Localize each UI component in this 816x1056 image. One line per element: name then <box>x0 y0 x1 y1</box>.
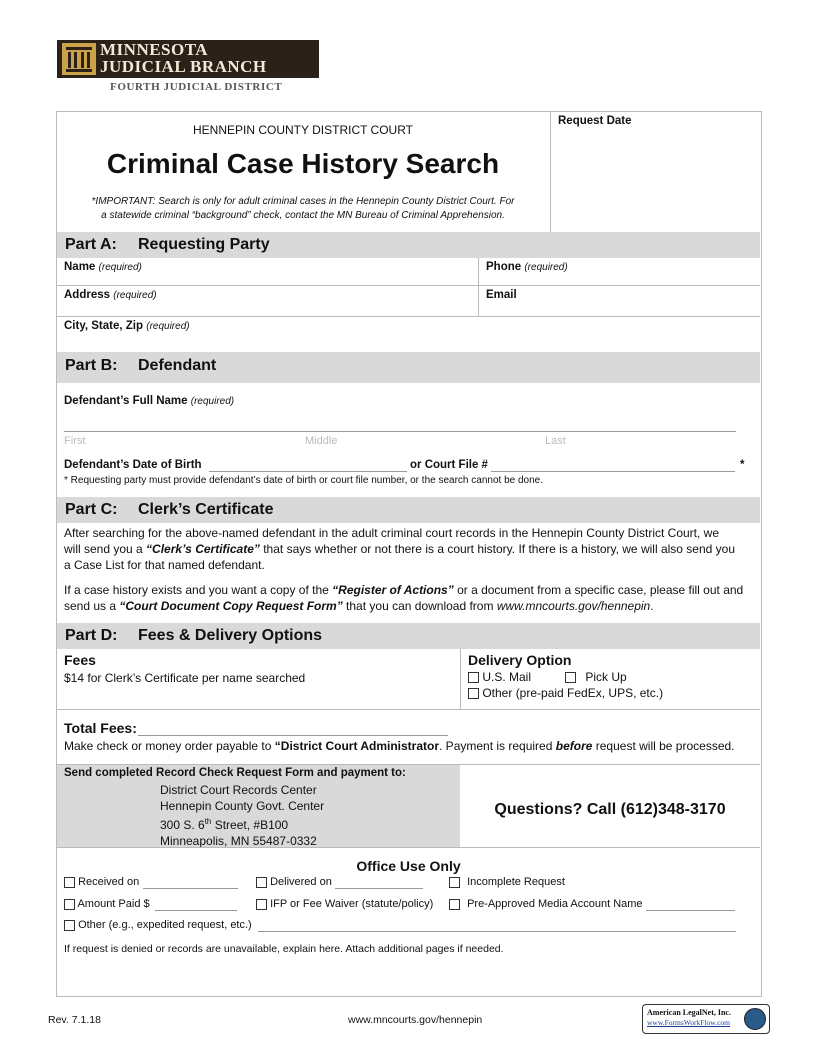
defendant-name-input[interactable] <box>64 414 736 432</box>
fee-text: $14 for Clerk’s Certificate per name searched <box>64 671 306 685</box>
dob-label: Defendant’s Date of Birth <box>64 459 202 471</box>
city-state-zip-field[interactable]: City, State, Zip (required) <box>64 320 190 332</box>
divider <box>460 649 461 709</box>
request-date-label: Request Date <box>558 115 632 127</box>
checkbox[interactable] <box>565 672 576 683</box>
first-name-hint: First <box>64 435 86 447</box>
checkbox[interactable] <box>64 899 75 910</box>
amount-paid[interactable]: Amount Paid $ <box>64 898 150 910</box>
court-file-input[interactable] <box>491 458 735 472</box>
phone-field[interactable]: Phone (required) <box>486 261 568 273</box>
required-star: * <box>740 459 745 471</box>
other-request-input[interactable] <box>258 919 736 932</box>
part-a-header: Part A: Requesting Party <box>57 232 760 258</box>
address-field[interactable]: Address (required) <box>64 289 157 301</box>
court-name: HENNEPIN COUNTY DISTRICT COURT <box>192 123 414 137</box>
checkbox[interactable] <box>64 920 75 931</box>
checkbox[interactable] <box>468 688 479 699</box>
divider <box>57 316 760 317</box>
fees-heading: Fees <box>64 652 96 668</box>
logo-text: MINNESOTA JUDICIAL BRANCH <box>100 40 267 76</box>
delivery-pickup[interactable]: Pick Up <box>565 669 627 685</box>
other-request[interactable]: Other (e.g., expedited request, etc.) <box>64 919 252 931</box>
media-account[interactable]: Pre-Approved Media Account Name <box>449 898 643 910</box>
total-fees-input[interactable] <box>138 721 448 736</box>
courthouse-icon <box>62 43 96 75</box>
part-c-header: Part C: Clerk’s Certificate <box>57 497 760 523</box>
payment-note: Make check or money order payable to “District Court Administrator. Payment is required before request will be processed. <box>64 739 735 753</box>
footer-url[interactable]: www.mncourts.gov/hennepin <box>348 1014 483 1026</box>
checkbox[interactable] <box>449 877 460 888</box>
delivered-on[interactable]: Delivered on <box>256 876 332 888</box>
checkbox[interactable] <box>449 899 460 910</box>
part-b-header: Part B: Defendant <box>57 352 760 383</box>
divider <box>57 709 760 710</box>
clerk-certificate-text: After searching for the above-named defendant in the adult criminal court records in the Hennepin County District Court, we will send you a “Clerk’s Certificate” that says whether or not there is a court history. If there is a history, we will also send you a Case List for that named defendant. If a case history exists and you want a copy of the “Register of Actions” or a document from a specific case, please fill out and send us a “Court Document Copy Request Form” that you can download from www.mncourts.gov/hennepin. <box>64 526 744 613</box>
court-file-label: or Court File # <box>410 459 488 471</box>
dob-note: * Requesting party must provide defendant’s date of birth or court file number, or the search cannot be done. <box>64 475 543 486</box>
total-fees-label: Total Fees: <box>64 720 137 736</box>
email-field[interactable]: Email <box>486 289 517 301</box>
name-field[interactable]: Name (required) <box>64 261 142 273</box>
incomplete-request[interactable]: Incomplete Request <box>449 876 565 888</box>
divider <box>57 847 760 848</box>
ifp-fee-waiver[interactable]: IFP or Fee Waiver (statute/policy) <box>256 898 433 910</box>
legalnet-badge[interactable]: American LegalNet, Inc. www.FormsWorkFlow.com <box>642 1004 770 1034</box>
media-account-input[interactable] <box>646 898 735 911</box>
divider <box>478 258 479 316</box>
revision: Rev. 7.1.18 <box>48 1014 101 1026</box>
checkbox[interactable] <box>468 672 479 683</box>
logo-subtitle: FOURTH JUDICIAL DISTRICT <box>110 81 283 93</box>
delivery-mail[interactable]: U.S. Mail <box>468 669 531 685</box>
checkbox[interactable] <box>64 877 75 888</box>
delivery-other[interactable]: Other (pre-paid FedEx, UPS, etc.) <box>468 685 663 701</box>
checkbox[interactable] <box>256 877 267 888</box>
divider <box>57 285 760 286</box>
defendant-name-label: Defendant’s Full Name (required) <box>64 395 235 407</box>
dob-input[interactable] <box>209 458 407 472</box>
amount-paid-input[interactable] <box>155 898 237 911</box>
page-title: Criminal Case History Search <box>106 148 500 179</box>
part-d-header: Part D: Fees & Delivery Options <box>57 623 760 649</box>
delivered-on-input[interactable] <box>335 876 423 889</box>
delivery-heading: Delivery Option <box>468 652 572 668</box>
received-on[interactable]: Received on <box>64 876 139 888</box>
important-note: *IMPORTANT: Search is only for adult criminal cases in the Hennepin County District Court. For a statewide criminal “background” check, contact the MN Bureau of Criminal Apprehension. <box>91 196 515 221</box>
middle-name-hint: Middle <box>305 435 338 447</box>
received-on-input[interactable] <box>143 876 238 889</box>
request-date-field[interactable] <box>552 130 758 230</box>
checkbox[interactable] <box>256 899 267 910</box>
globe-icon <box>744 1008 766 1030</box>
divider <box>550 111 551 232</box>
last-name-hint: Last <box>545 435 566 447</box>
mailing-address: District Court Records Center Hennepin County Govt. Center 300 S. 6th Street, #B100 Minneapolis, MN 55487-0332 <box>160 783 325 848</box>
questions-phone: Questions? Call (612)348-3170 <box>494 801 726 818</box>
office-use-title: Office Use Only <box>356 858 461 874</box>
send-heading: Send completed Record Check Request Form and payment to: <box>64 767 406 779</box>
denied-note: If request is denied or records are unavailable, explain here. Attach additional pages if needed. <box>64 943 504 955</box>
